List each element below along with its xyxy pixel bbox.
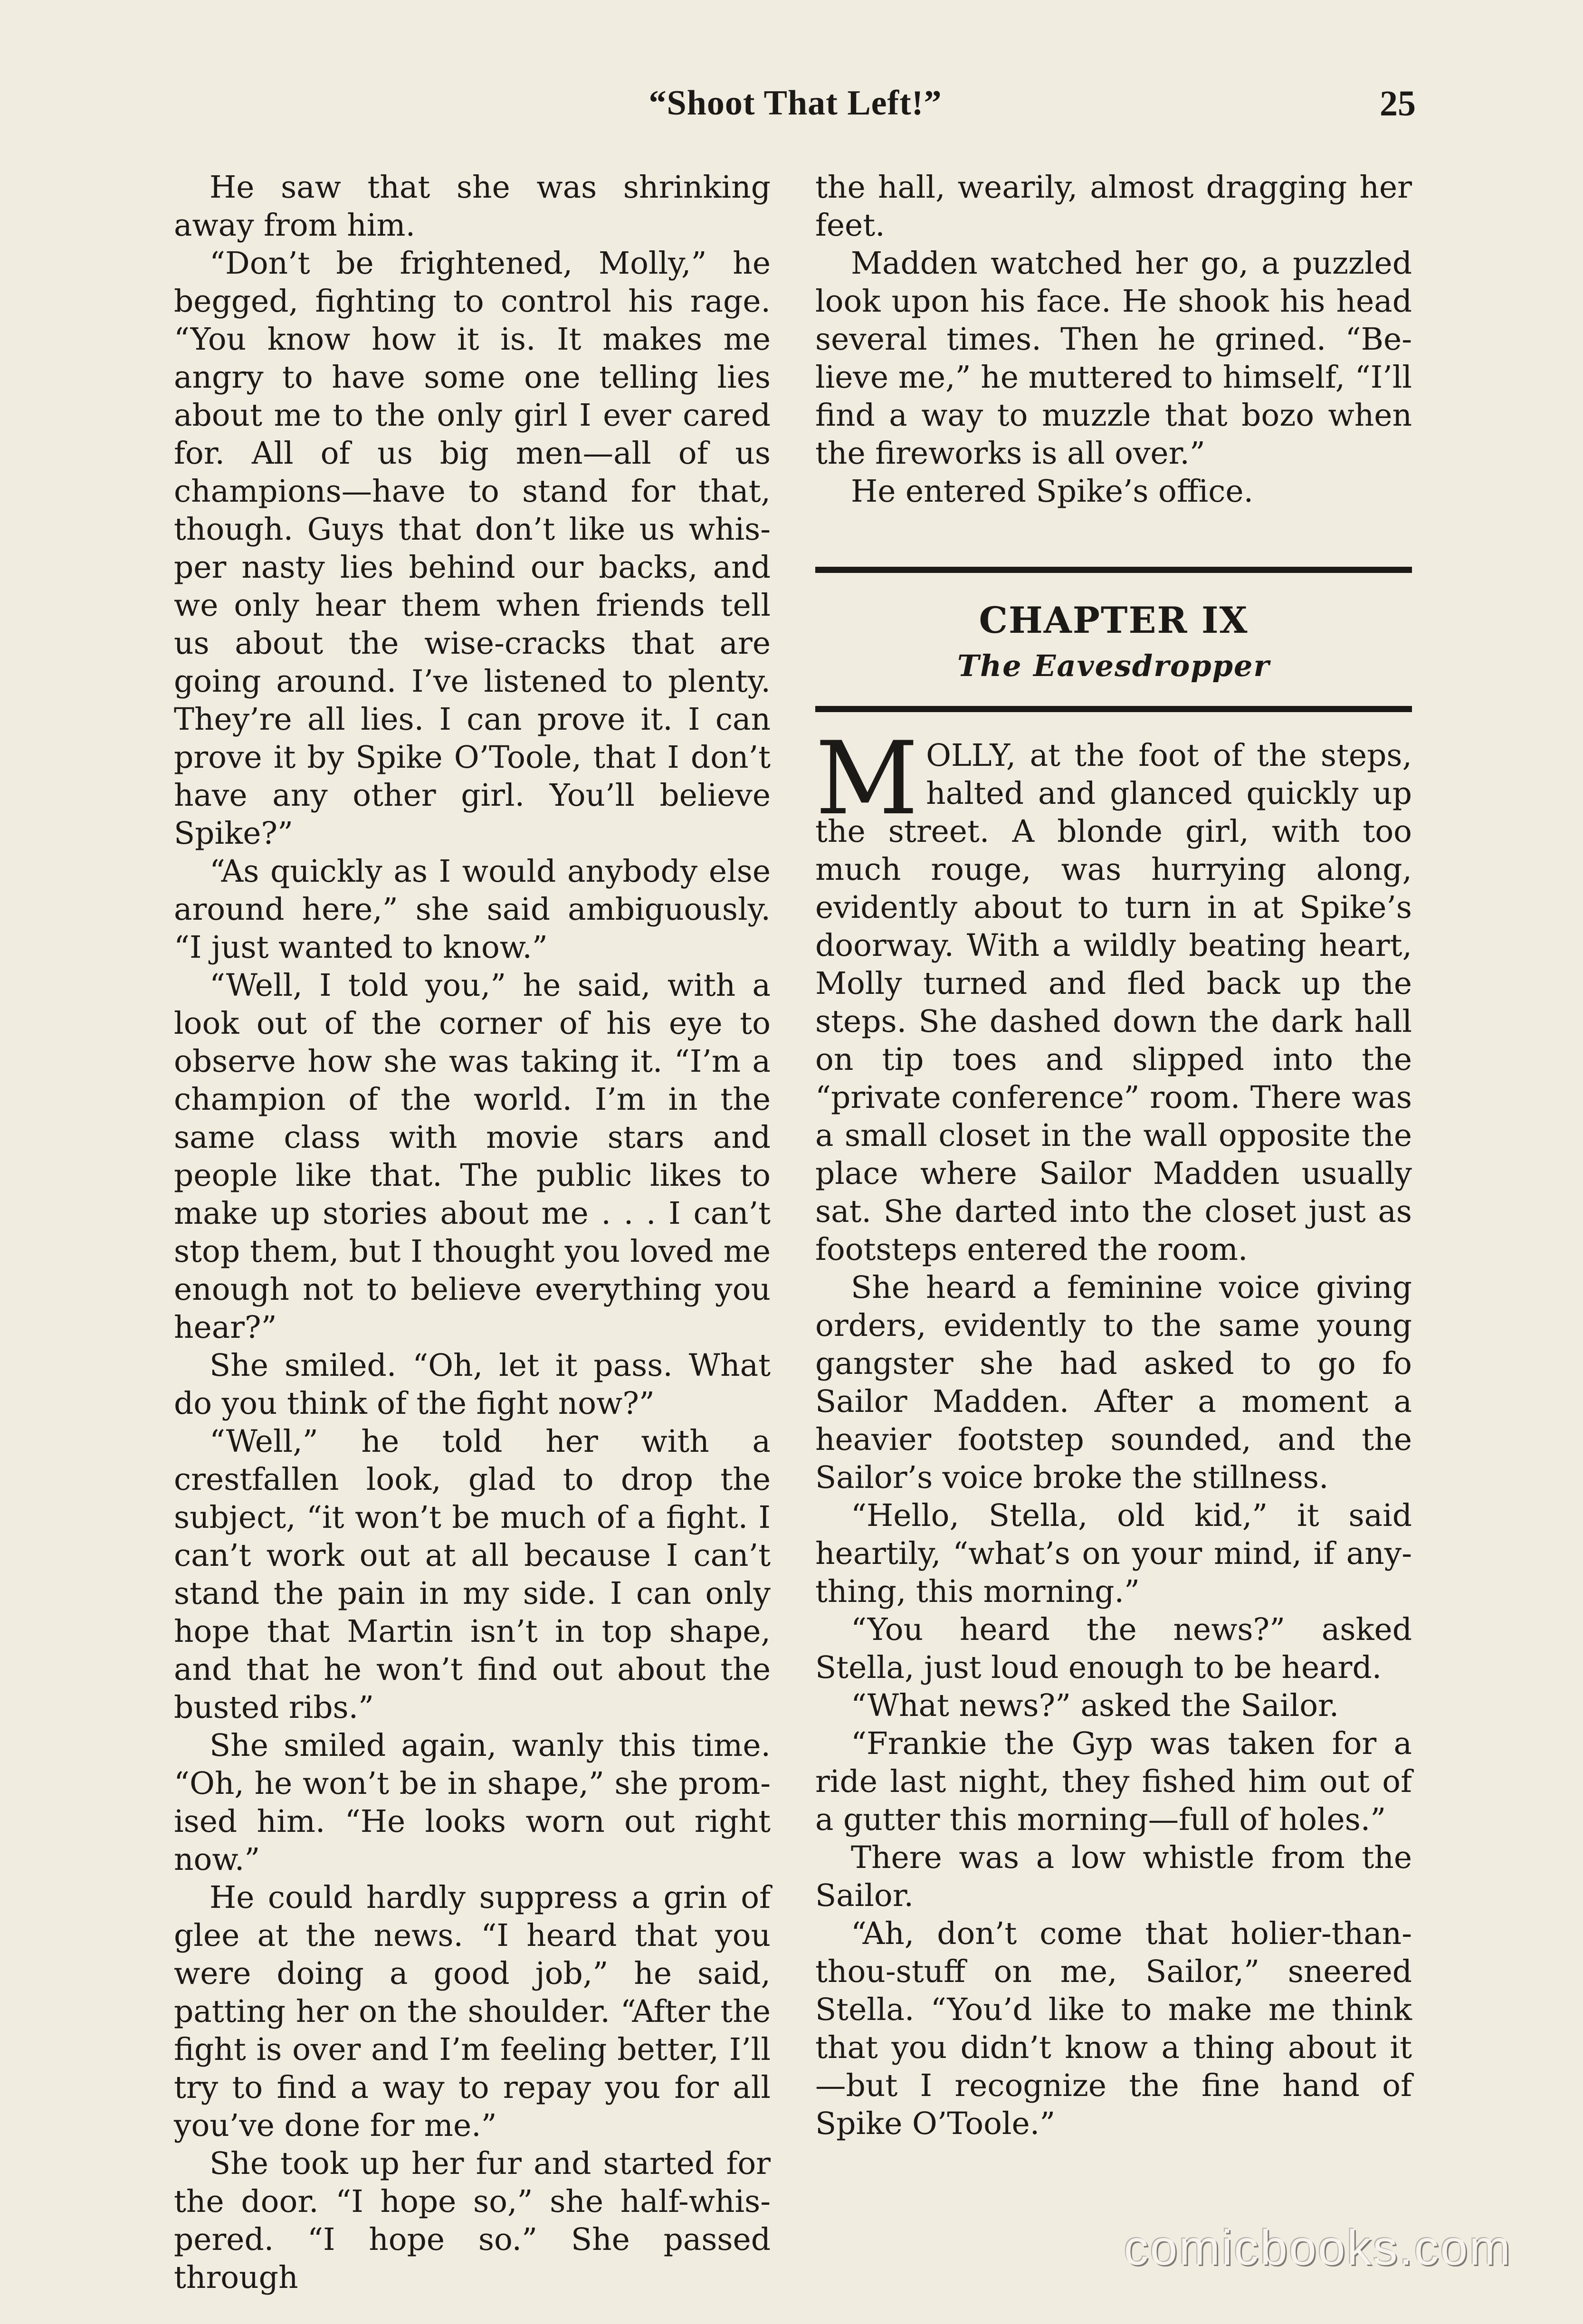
paragraph: “Frankie the Gyp was taken for a ride last night, they fished him out of a gutter this morning—full of holes.” [815,1726,1412,1838]
paragraph: She smiled again, wanly this time. “Oh, he won’t be in shape,” she promised him. “He looks worn out right now.” [174,1728,771,1877]
paragraph: “Ah, don’t come that holier-than-thou-stuff on me, Sailor,” sneered Stella. “You’d like to make me think that you didn’t know a thing about it—but I recognize the fine hand of Spike O’Toole.” [815,1916,1412,2142]
watermark: comicbooks.com [1124,2220,1512,2276]
right-column [815,169,1412,2143]
paragraph: She heard a feminine voice giving orders, evidently to the same young gangster she had asked to go fo Sailor Madden. After a moment a heavier footstep sounded, and the Sailor’s voice broke the stillness. [815,1270,1412,1495]
paragraph: Madden watched her go, a puzzled look upon his face. He shook his head several times. Then he grined. “Believe me,” he muttered to himself, “I’ll find a way to muzzle that bozo when the fireworks is all over.” [815,246,1412,471]
page-header [175,74,1416,140]
paragraph: “As quickly as I would anybody else around here,” she said ambiguously. “I just wanted to know.” [174,854,771,965]
paragraph: He saw that she was shrinking away from him. [174,170,771,243]
chapter-opening-paragraph [815,720,1412,1269]
chapter-title: The Eavesdropper [957,648,1270,683]
page-number: 25 [1380,84,1416,124]
paragraph-continued: the hall, wearily, almost dragging her feet. [815,170,1412,243]
paragraph: “You heard the news?” asked Stella, just loud enough to be heard. [815,1612,1412,1686]
paragraph: “Hello, Stella, old kid,” it said heartily, “what’s on your mind, if anything, this morning.” [815,1498,1412,1610]
paragraph: “What news?” asked the Sailor. [851,1688,1339,1724]
drop-cap: M [815,720,919,837]
paragraph: She took up her fur and started for the door. “I hope so,” she half-whispered. “I hope so.” She passed through [174,2146,771,2295]
paragraph: “Don’t be frightened, Molly,” he begged, fighting to control his rage. “You know how it is. It makes me angry to have some one telling lies about me to the only girl I ever cared for. All of us big men—all of us champions—have to stand for that, though. Guys that don’t like us whisper nasty lies behind our backs, and we only hear them when friends tell us about the wise-cracks that are going around. I’ve listened to plenty. They’re all lies. I can prove it. I can prove it by Spike O’Toole, that I don’t have any other girl. You’ll believe Spike?” [174,246,771,851]
paragraph: There was a low whistle from the Sailor. [815,1840,1412,1914]
left-column [174,169,771,2297]
chapter-heading: CHAPTER IX [979,599,1249,641]
chapter-rule-bottom [815,706,1412,712]
opening-text: OLLY, at the foot of the steps, halted and glanced quickly up the street. A blonde girl, with too much rouge, was hurrying along, evidently about to turn in at Spike’s doorway. With a wildly beating heart, Molly turned and fled back up the steps. She dashed down the dark hall on tip toes and slipped into the “private conference” room. There was a small closet in the wall opposite the place where Sailor Madden usually sat. She darted into the closet just as footsteps entered the room. [815,738,1412,1267]
paragraph: “Well, I told you,” he said, with a look out of the corner of his eye to observe how she was taking it. “I’m a champion of the world. I’m in the same class with movie stars and people like that. The public likes to make up stories about me . . . I can’t stop them, but I thought you loved me enough not to believe everything you hear?” [174,968,771,1345]
paragraph: He could hardly suppress a grin of glee at the news. “I heard that you were doing a good job,” he said, patting her on the shoulder. “After the fight is over and I’m feeling better, I’ll try to find a way to repay you for all you’ve done for me.” [174,1880,771,2143]
running-title: “Shoot That Left!” [648,84,942,123]
paragraph: “Well,” he told her with a crestfallen look, glad to drop the subject, “it won’t be much of a fight. I can’t work out at all because I can’t stand the pain in my side. I can only hope that Martin isn’t in top shape, and that he won’t find out about the busted ribs.” [174,1424,771,1725]
paragraph: He entered Spike’s office. [851,474,1254,509]
paragraph: She smiled. “Oh, let it pass. What do you think of the fight now?” [174,1348,771,1421]
chapter-header [815,573,1412,706]
chapter-rule-top [815,567,1412,573]
